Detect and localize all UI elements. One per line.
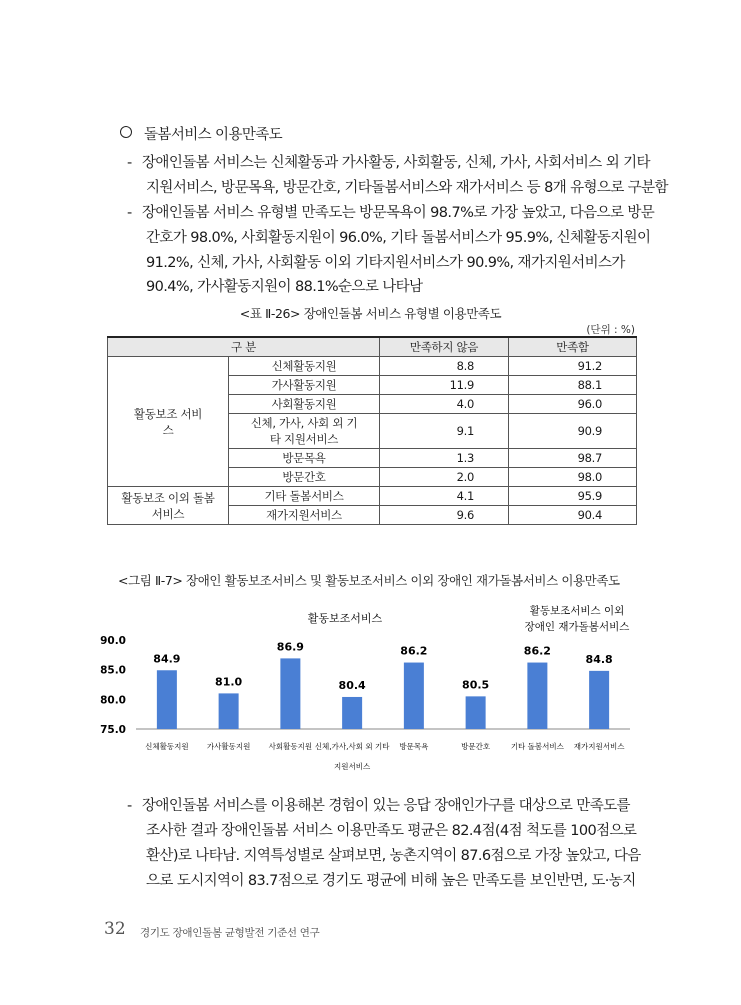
page-number: 32: [104, 919, 126, 939]
group-annotation-other-line1: 활동보조서비스 이외: [529, 605, 625, 617]
bar-value-label: 86.9: [276, 640, 304, 654]
paragraph-line: 으로 도시지역이 83.7점으로 경기도 평균에 비해 높은 만족도를 보인반면, 도·농지: [146, 873, 636, 889]
row-label: 신체, 가사, 사회 외 기타 지원서비스: [229, 414, 380, 449]
bar: [219, 693, 239, 729]
bar: [466, 696, 486, 729]
section-heading: 돌봄서비스 이용만족도: [120, 123, 282, 144]
group-cell: 활동보조 이외 돌봄서비스: [108, 487, 229, 525]
x-tick-label: 신체,가사,사회 외 기타: [314, 742, 390, 751]
x-tick-label: 기타 돌봄서비스: [510, 742, 564, 751]
row-label: 방문목욕: [229, 449, 380, 468]
unsatisfied-value: 2.0: [380, 468, 509, 487]
paragraph-line: 91.2%, 신체, 가사, 사회활동 이외 기타지원서비스가 90.9%, 재가지원서비스가: [146, 255, 625, 271]
satisfied-value: 95.9: [509, 487, 637, 506]
row-label: 기타 돌봄서비스: [229, 487, 380, 506]
unsatisfied-value: 11.9: [380, 376, 509, 395]
satisfied-value: 98.7: [509, 449, 637, 468]
bar: [280, 658, 300, 729]
unsatisfied-value: 9.6: [380, 506, 509, 525]
satisfied-value: 91.2: [509, 357, 637, 376]
group-cell: 활동보조 서비스: [108, 357, 229, 487]
satisfied-value: 90.4: [509, 506, 637, 525]
circle-bullet-icon: [120, 126, 132, 138]
x-tick-label: 방문간호: [461, 742, 491, 751]
table-row: [108, 487, 637, 506]
paragraph-line: 90.4%, 가사활동지원이 88.1%순으로 나타남: [146, 279, 423, 295]
table-caption: <표 Ⅱ-26> 장애인돌봄 서비스 유형별 이용만족도: [239, 306, 502, 321]
bar-value-label: 84.8: [585, 652, 613, 666]
satisfaction-bar-chart: [100, 598, 640, 778]
x-tick-label: 신체활동지원: [145, 742, 189, 751]
satisfied-value: 96.0: [509, 395, 637, 414]
row-label: 가사활동지원: [229, 376, 380, 395]
group-annotation-other-line2: 장애인 재가돌봄서비스: [524, 621, 630, 633]
unsatisfied-value: 4.1: [380, 487, 509, 506]
bar-value-label: 80.4: [338, 678, 366, 692]
satisfied-value: 90.9: [509, 414, 637, 449]
y-tick-label: 75.0: [100, 724, 126, 736]
bar-value-label: 84.9: [153, 652, 181, 666]
satisfied-value: 98.0: [509, 468, 637, 487]
row-label: 신체활동지원: [229, 357, 380, 376]
bar-value-label: 80.5: [462, 678, 490, 692]
table-row: [108, 357, 637, 376]
x-tick-label: 방문목욕: [399, 742, 429, 751]
row-label: 재가지원서비스: [229, 506, 380, 525]
paragraph-line: 지원서비스, 방문목욕, 방문간호, 기타돌봄서비스와 재가서비스 등 8개 유형으로 구분함: [146, 180, 668, 196]
table-unit: (단위 : %): [586, 324, 635, 336]
satisfied-value: 88.1: [509, 376, 637, 395]
table-header-satisfied: 만족함: [509, 337, 637, 357]
x-tick-label: 재가지원서비스: [573, 742, 625, 751]
paragraph-line: - 장애인돌봄 서비스 유형별 만족도는 방문목욕이 98.7%로 가장 높았고, 다음으로 방문: [127, 205, 655, 221]
table-header-category: 구 분: [108, 337, 380, 357]
x-tick-label: 가사활동지원: [206, 742, 251, 751]
bar: [404, 663, 424, 729]
row-label: 사회활동지원: [229, 395, 380, 414]
table-header-unsatisfied: 만족하지 않음: [380, 337, 509, 357]
group-annotation-activity: 활동보조서비스: [307, 612, 383, 625]
paragraph-line: 환산)로 나타남. 지역특성별로 살펴보면, 농촌지역이 87.6점으로 가장 높았고, 다음: [146, 848, 641, 864]
y-tick-label: 85.0: [100, 664, 126, 677]
bar-value-label: 81.0: [215, 675, 243, 689]
bar-value-label: 86.2: [523, 644, 551, 658]
bar: [157, 670, 177, 729]
paragraph-line: 간호가 98.0%, 사회활동지원이 96.0%, 기타 돌봄서비스가 95.9%, 신체활동지원이: [146, 230, 651, 246]
x-tick-label: 사회활동지원: [268, 742, 313, 751]
row-label: 방문간호: [229, 468, 380, 487]
paragraph-line: - 장애인돌봄 서비스를 이용해본 경험이 있는 응답 장애인가구를 대상으로 만족도를: [127, 798, 630, 814]
running-title: 경기도 장애인돌봄 균형발전 기준선 연구: [140, 927, 320, 939]
paragraph-line: - 장애인돌봄 서비스는 신체활동과 가사활동, 사회활동, 신체, 가사, 사회서비스 외 기타: [127, 155, 650, 171]
paragraph-line: 조사한 결과 장애인돌봄 서비스 이용만족도 평균은 82.4점(4점 척도를 100점으로: [146, 823, 637, 839]
satisfaction-table: [107, 336, 637, 525]
unsatisfied-value: 4.0: [380, 395, 509, 414]
bar: [342, 697, 362, 729]
unsatisfied-value: 8.8: [380, 357, 509, 376]
figure-caption: <그림 Ⅱ-7> 장애인 활동보조서비스 및 활동보조서비스 이외 장애인 재가돌봄서비스 이용만족도: [118, 573, 620, 588]
y-tick-label: 80.0: [100, 694, 126, 707]
bar: [527, 663, 547, 729]
y-tick-label: 90.0: [100, 635, 126, 647]
bar-value-label: 86.2: [400, 644, 428, 658]
x-tick-label-extra: 지원서비스: [334, 762, 371, 771]
unsatisfied-value: 1.3: [380, 449, 509, 468]
bar: [589, 671, 609, 729]
unsatisfied-value: 9.1: [380, 414, 509, 449]
